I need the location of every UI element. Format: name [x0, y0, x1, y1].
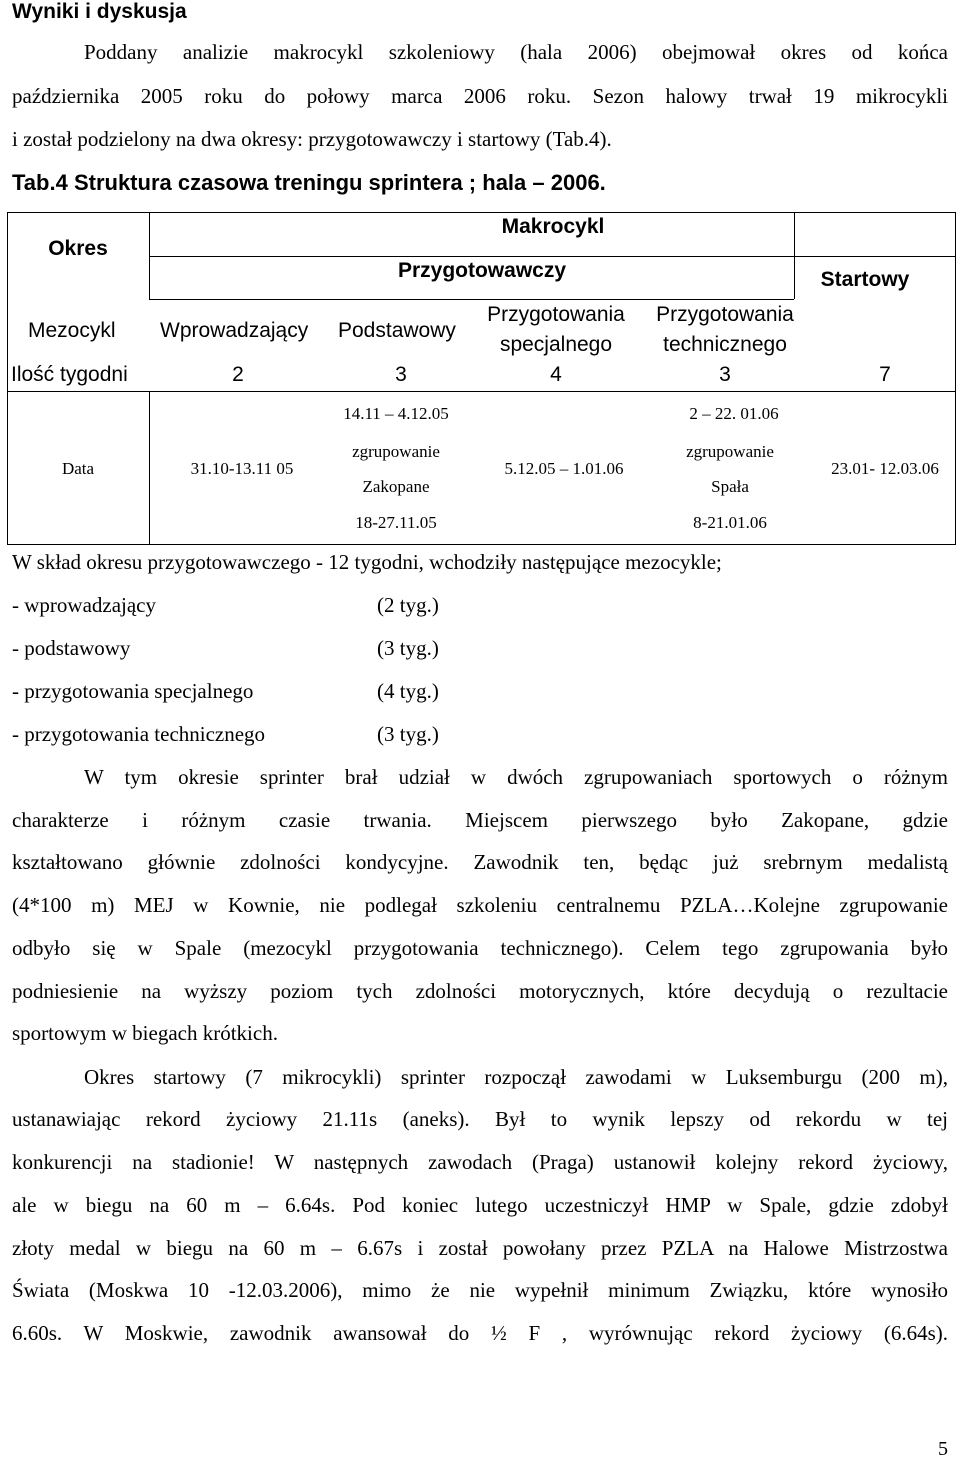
paragraph1-line: charakterze i różnym czasie trwania. Miejscem pierwszego było Zakopane, gdzie [12, 808, 948, 832]
mezocykl-label: Mezocykl [28, 319, 116, 342]
intro-line-1: Poddany analizie makrocykl szkoleniowy (hala 2006) obejmował okres od końca [84, 40, 948, 64]
mezocykl-techniczny-2: technicznego [663, 333, 787, 356]
camp-zakopane-label: zgrupowanie [352, 442, 440, 461]
okres-label: Okres [48, 237, 108, 260]
table-caption: Tab.4 Struktura czasowa treningu sprintera ; hala – 2006. [12, 170, 606, 195]
camp-spala-dates: 8-21.01.06 [693, 513, 767, 532]
mezocycle-intro: W skład okresu przygotowawczego - 12 tygodni, wchodziły następujące mezocykle; [12, 550, 722, 574]
mezocykl-podstawowy: Podstawowy [338, 319, 456, 342]
mezocycle-item-weeks: (3 tyg.) [377, 722, 439, 746]
structure-table [7, 212, 956, 545]
camp-zakopane-place: Zakopane [362, 477, 430, 496]
weeks-startowy: 7 [879, 363, 891, 386]
paragraph1-line: kształtowano głównie zdolności kondycyjne. Zawodnik ten, będąc już srebrnym medalistą [12, 850, 948, 874]
paragraph1-line: (4*100 m) MEJ w Kownie, nie podlegał szkoleniu centralnemu PZLA…Kolejne zgrupowanie [12, 893, 948, 917]
mezocycle-item-weeks: (2 tyg.) [377, 593, 439, 617]
paragraph2-line: ale w biegu na 60 m – 6.64s. Pod koniec lutego uczestniczył HMP w Spale, gdzie zdobył [12, 1193, 948, 1217]
mezocykl-specjalny-1: Przygotowania [487, 303, 625, 326]
paragraph1-line: W tym okresie sprinter brał udział w dwóch zgrupowaniach sportowych o różnym [84, 765, 948, 789]
mezocykl-techniczny-1: Przygotowania [656, 303, 794, 326]
startowy-label: Startowy [820, 268, 910, 291]
mezocycle-item-name: - podstawowy [12, 636, 131, 660]
ilosc-tygodni-label: Ilość tygodni [11, 363, 128, 386]
mezocycle-item-name: - przygotowania technicznego [12, 722, 266, 746]
camp-spala-place: Spała [711, 477, 749, 496]
paragraph1-line: sportowym w biegach krótkich. [12, 1021, 278, 1045]
makrocykl-label: Makrocykl [501, 215, 605, 238]
paragraph2-line: konkurencji na stadionie! W następnych zawodach (Praga) ustanowił kolejny rekord życiowy, [12, 1150, 948, 1174]
paragraph2-line: Okres startowy (7 mikrocykli) sprinter rozpoczął zawodami w Luksemburgu (200 m), [84, 1065, 948, 1089]
date-podstawowy-range: 14.11 – 4.12.05 [343, 404, 449, 423]
mezocycle-item-weeks: (3 tyg.) [377, 636, 439, 660]
date-specjalny: 5.12.05 – 1.01.06 [504, 459, 624, 478]
mezocycle-item-name: - wprowadzający [12, 593, 157, 617]
paragraph2-line: ustanawiając rekord życiowy 21.11s (aneks). Był to wynik lepszy od rekordu w tej [12, 1107, 948, 1131]
paragraph1-line: podniesienie na wyższy poziom tych zdolności motorycznych, które decydują o rezultacie [12, 979, 948, 1003]
intro-line-3: i został podzielony na dwa okresy: przygotowawczy i startowy (Tab.4). [12, 127, 612, 151]
section-title: Wyniki i dyskusja [12, 0, 187, 23]
camp-zakopane-dates: 18-27.11.05 [355, 513, 437, 532]
paragraph2-line: Świata (Moskwa 10 -12.03.2006), mimo że nie wypełnił minimum Związku, które wynosiło [12, 1278, 948, 1302]
paragraph2-line: 6.60s. W Moskwie, zawodnik awansował do ½ F , wyrównując rekord życiowy (6.64s). [12, 1321, 948, 1345]
date-startowy: 23.01- 12.03.06 [831, 459, 939, 478]
paragraph1-line: odbyło się w Spale (mezocykl przygotowania technicznego). Celem tego zgrupowania było [12, 936, 948, 960]
page-number: 5 [938, 1438, 948, 1460]
mezocykl-wprowadzajacy: Wprowadzający [160, 319, 309, 342]
weeks-techniczny: 3 [719, 363, 731, 386]
date-wprowadzajacy: 31.10-13.11 05 [190, 459, 294, 478]
przygotowawczy-label: Przygotowawczy [397, 259, 567, 282]
weeks-podstawowy: 3 [395, 363, 407, 386]
camp-spala-label: zgrupowanie [686, 442, 774, 461]
data-label: Data [61, 459, 95, 478]
paragraph2-line: złoty medal w biegu na 60 m – 6.67s i został powołany przez PZLA na Halowe Mistrzostwa [12, 1236, 948, 1260]
weeks-specjalny: 4 [550, 363, 562, 386]
mezocycle-item-weeks: (4 tyg.) [377, 679, 439, 703]
intro-line-2: października 2005 roku do połowy marca 2006 roku. Sezon halowy trwał 19 mikrocykli [12, 84, 948, 108]
date-techniczny-range: 2 – 22. 01.06 [689, 404, 779, 423]
weeks-wprowadzajacy: 2 [232, 363, 244, 386]
mezocycle-item-name: - przygotowania specjalnego [12, 679, 254, 703]
mezocykl-specjalny-2: specjalnego [499, 333, 613, 356]
